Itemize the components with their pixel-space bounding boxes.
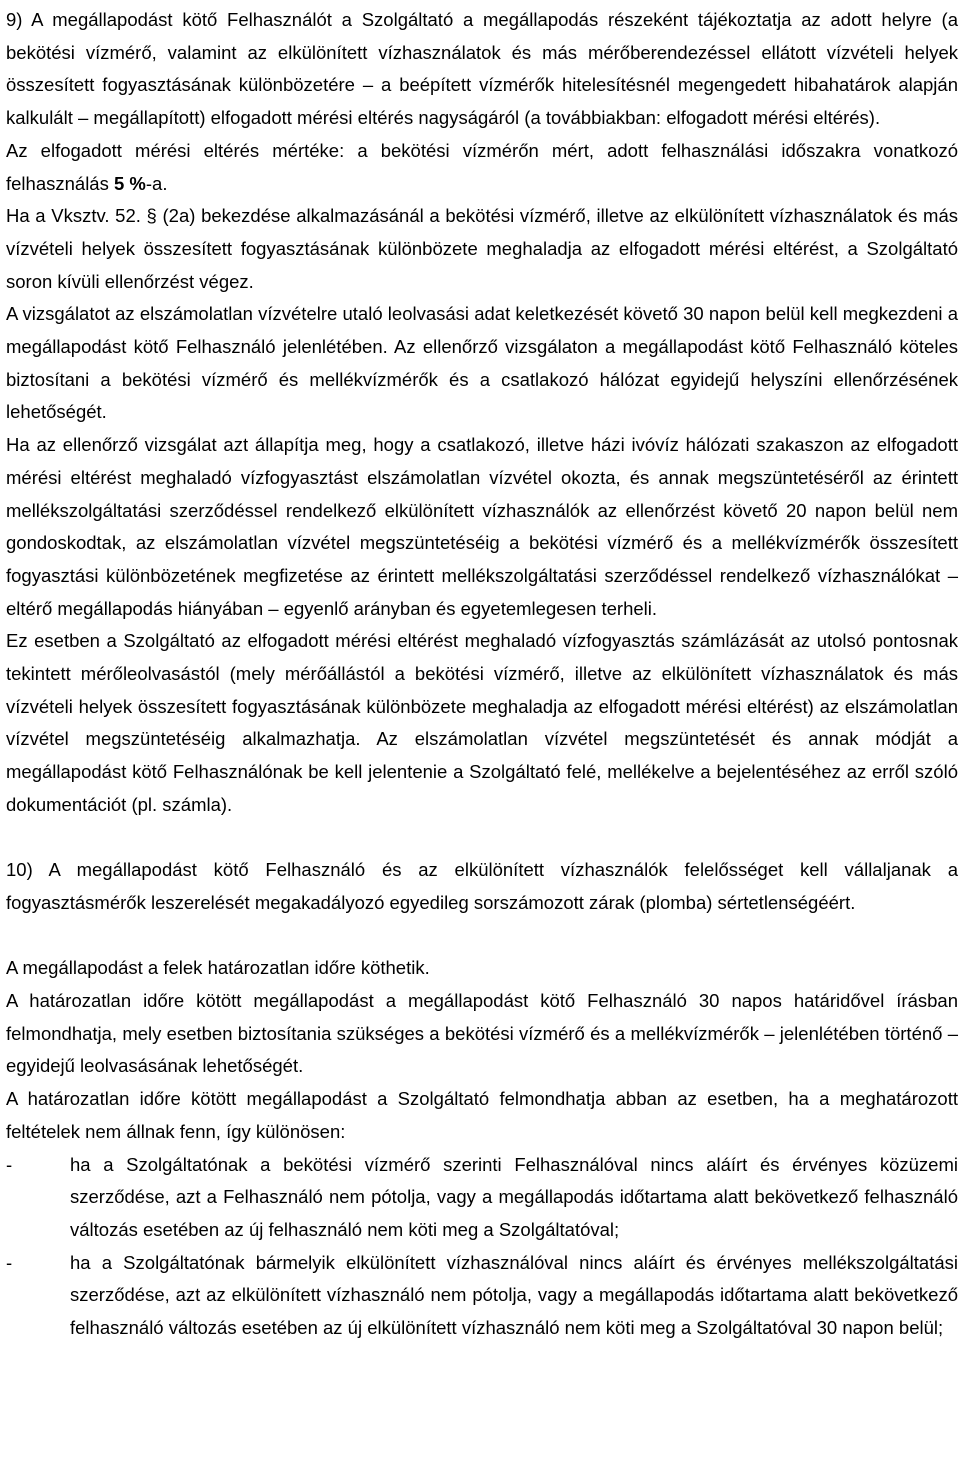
tolerance-text: Az elfogadott mérési eltérés mértéke: a bekötési vízmérőn mért, adott felhasználási időszakra vonatkozó felhasználás: [6, 139, 958, 194]
paragraph-term-indefinite: A megállapodást a felek határozatlan időre köthetik.: [6, 957, 430, 979]
spacer: [6, 920, 958, 953]
paragraph-10: 10) A megállapodást kötő Felhasználó és az elkülönített vízhasználók felelősséget kell vállaljanak a fogyasztásmérők leszerelését megakadályozó egyedileg sorszámozott zárak (plomba) sértetlenségéért.: [6, 859, 958, 913]
paragraph-9-intro: 9) A megállapodást kötő Felhasználót a Szolgáltató a megállapodás részeként tájékoztatja az adott helyre (a bekötési vízmérő, valamint az elkülönített vízhasználatok és más mérőberendezéssel ellátott vízvételi helyek összesített fogyasztásának különbözetére – a beépített vízmérők hitelesítésnél megengedett hibahatárok alapján kalkulált – megállapított) elfogadott mérési eltérés nagyságáról (a továbbiakban: elfogadott mérési eltérés).: [6, 9, 958, 129]
bullet-dash: -: [6, 1153, 13, 1175]
list-item: [6, 1247, 958, 1345]
paragraph-9-inspection: A vizsgálatot az elszámolatlan vízvételre utaló leolvasási adat keletkezését követő 30 napon belül kell megkezdeni a megállapodást kötő Felhasználó jelenlétében. Az ellenőrző vizsgálaton a megállapodást kötő Felhasználó köteles biztosítani a bekötési vízmérő és mellékvízmérők és a csatlakozó hálózat egyidejű helyszíni ellenőrzésének lehetőségét.: [6, 303, 958, 423]
bullet-dash: -: [6, 1251, 13, 1273]
list-item-text: ha a Szolgáltatónak bármelyik elkülönített vízhasználóval nincs aláírt és érvényes mellékszolgáltatási szerződése, azt az elkülönített vízhasználó nem pótolja, vagy a megállapodás időtartama alatt bekövetkező felhasználó változás esetében az új elkülönített vízhasználó nem köti meg a Szolgáltatóval 30 napon belül;: [70, 1251, 958, 1339]
tolerance-suffix: -a.: [145, 172, 168, 194]
paragraph-9-extra-check: Ha a Vksztv. 52. § (2a) bekezdése alkalmazásánál a bekötési vízmérő, illetve az elkülönített vízhasználatok és más vízvételi helyek összesített fogyasztásának különbözete meghaladja az elfogadott mérési eltérést, a Szolgáltató soron kívüli ellenőrzést végez.: [6, 205, 958, 292]
paragraph-9-measurement-tolerance: [6, 135, 958, 200]
list-item: [6, 1149, 958, 1247]
paragraph-9-unbilled-consumption: Ha az ellenőrző vizsgálat azt állapítja meg, hogy a csatlakozó, illetve házi ivóvíz hálózati szakaszon az elfogadott mérési eltérést meghaladó vízfogyasztást elszámolatlan vízvétel okozta, és annak megszüntetéséről az érintett mellékszolgáltatási szerződéssel rendelkező elkülönített vízhasználók az ellenőrzést követő 20 napon belül nem gondoskodtak, az elszámolatlan vízvétel megszüntetéséig a bekötési vízmérő és a mellékvízmérők összesített fogyasztási különbözetének megfizetése az érintett mellékszolgáltatási szerződéssel rendelkező vízhasználókat – eltérő megállapodás hiányában – egyenlő arányban és egyetemlegesen terheli.: [6, 434, 958, 619]
spacer: [6, 822, 958, 855]
paragraph-termination-user: A határozatlan időre kötött megállapodást a megállapodást kötő Felhasználó 30 napos határidővel írásban felmondhatja, mely esetben biztosítania szükséges a bekötési vízmérő és a mellékvízmérők – jelenlétében történő – egyidejű leolvasásának lehetőségét.: [6, 990, 958, 1077]
tolerance-percent: 5 %: [113, 172, 146, 194]
paragraph-termination-provider: A határozatlan időre kötött megállapodást a Szolgáltató felmondhatja abban az esetben, ha a meghatározott feltételek nem állnak fenn, így különösen:: [6, 1088, 958, 1142]
paragraph-9-billing: Ez esetben a Szolgáltató az elfogadott mérési eltérést meghaladó vízfogyasztás számlázását az utolsó pontosnak tekintett mérőleolvasástól (mely mérőállástól a bekötési vízmérő, illetve az elkülönített vízhasználatok és más vízvételi helyek összesített fogyasztásának különbözete meghaladja az elfogadott mérési eltérést) az elszámolatlan vízvétel megszüntetéséig alkalmazhatja. Az elszámolatlan vízvétel megszüntetését és annak módját a megállapodást kötő Felhasználónak be kell jelentenie a Szolgáltató felé, mellékelve a bejelentéséhez az erről szóló dokumentációt (pl. számla).: [6, 630, 958, 815]
list-item-text: ha a Szolgáltatónak a bekötési vízmérő szerinti Felhasználóval nincs aláírt és érvényes közüzemi szerződése, azt a Felhasználó nem pótolja, vagy a megállapodás időtartama alatt bekövetkező felhasználó változás esetében az új felhasználó nem köti meg a Szolgáltatóval;: [70, 1153, 958, 1240]
